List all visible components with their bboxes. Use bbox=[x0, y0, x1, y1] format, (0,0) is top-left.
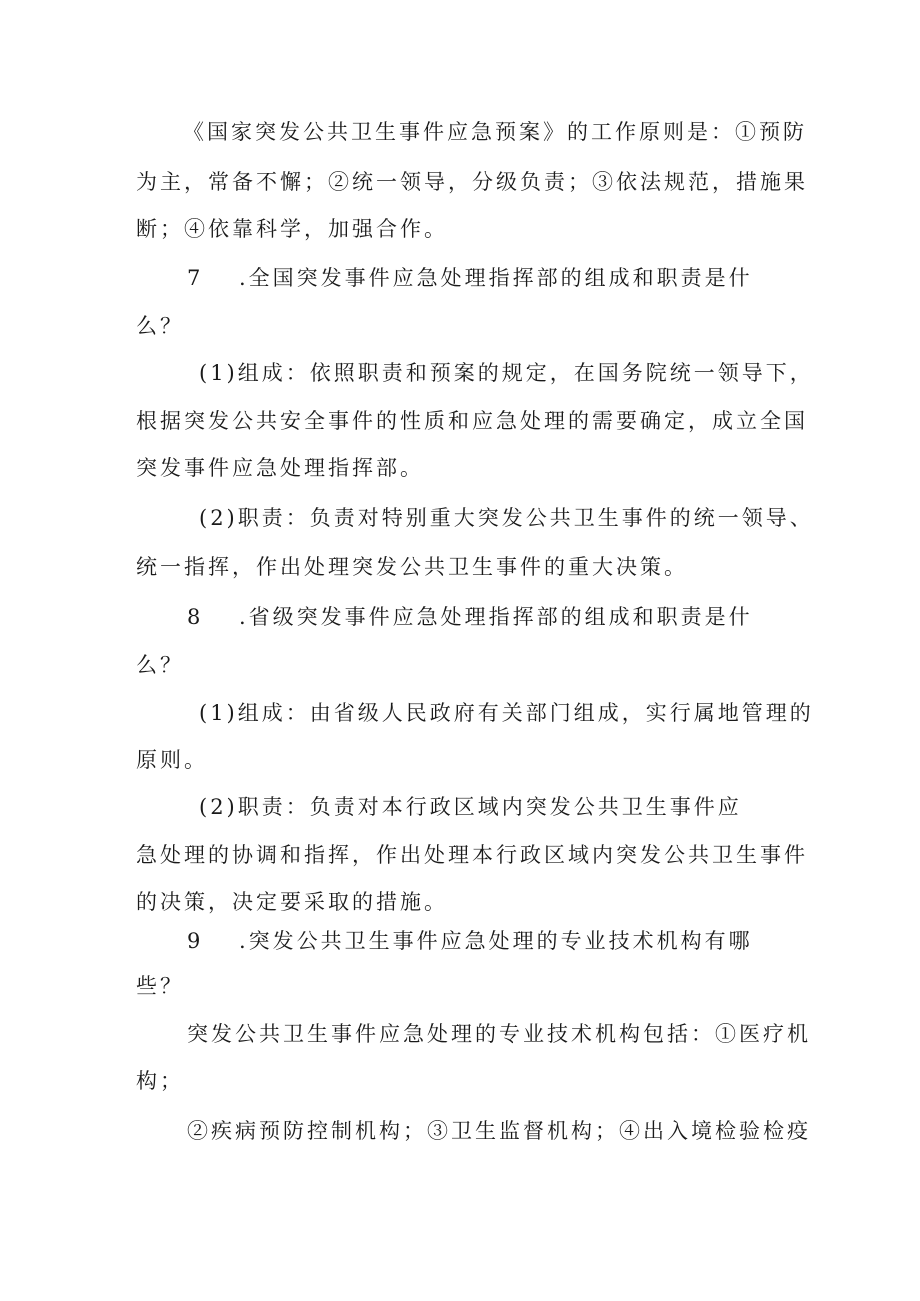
answer-9-line-3: ②疾病预防控制机构；③卫生监督机构；④出入境检验检疫 bbox=[187, 1119, 811, 1143]
question-8-number: 8 bbox=[187, 605, 204, 629]
question-7-number: 7 bbox=[187, 266, 204, 290]
answer-8-composition-line-1: (1)组成：由省级人民政府有关部门组成，实行属地管理的 bbox=[199, 701, 814, 725]
answer-7-composition-line-3: 突发事件应急处理指挥部。 bbox=[136, 456, 424, 480]
answer-7-composition-line-2: 根据突发公共安全事件的性质和应急处理的需要确定，成立全国 bbox=[136, 409, 808, 433]
question-9-text: .突发公共卫生事件应急处理的专业技术机构有哪 bbox=[239, 929, 753, 953]
intro-line-3: 断；④依靠科学，加强合作。 bbox=[136, 217, 448, 241]
question-9-number: 9 bbox=[187, 929, 204, 953]
question-8 bbox=[187, 602, 753, 632]
question-7-text: .全国突发事件应急处理指挥部的组成和职责是什 bbox=[239, 266, 753, 290]
question-8-text: .省级突发事件应急处理指挥部的组成和职责是什 bbox=[239, 605, 753, 629]
answer-8-duty-line-2: 急处理的协调和指挥，作出处理本行政区域内突发公共卫生事件 bbox=[136, 843, 808, 867]
question-7-continuation: 么？ bbox=[136, 314, 184, 338]
answer-7-duty-line-2: 统一指挥，作出处理突发公共卫生事件的重大决策。 bbox=[136, 555, 688, 579]
answer-7-duty-line-1: (2)职责：负责对特别重大突发公共卫生事件的统一领导、 bbox=[199, 506, 814, 530]
intro-line-2: 为主，常备不懈；②统一领导，分级负责；③依法规范，措施果 bbox=[136, 170, 808, 194]
intro-line-1: 《国家突发公共卫生事件应急预案》的工作原则是：①预防 bbox=[183, 120, 807, 144]
answer-9-line-2: 构； bbox=[136, 1069, 184, 1093]
answer-9-line-1: 突发公共卫生事件应急处理的专业技术机构包括：①医疗机 bbox=[187, 1022, 811, 1046]
question-9-continuation: 些？ bbox=[136, 974, 184, 998]
answer-7-composition-line-1: (1)组成：依照职责和预案的规定，在国务院统一领导下， bbox=[199, 361, 814, 385]
question-9 bbox=[187, 926, 753, 956]
answer-8-duty-line-1: (2)职责：负责对本行政区域内突发公共卫生事件应 bbox=[199, 795, 742, 819]
question-7 bbox=[187, 263, 753, 293]
answer-8-composition-line-2: 原则。 bbox=[136, 748, 208, 772]
question-8-continuation: 么？ bbox=[136, 653, 184, 677]
answer-8-duty-line-3: 的决策，决定要采取的措施。 bbox=[136, 890, 448, 914]
